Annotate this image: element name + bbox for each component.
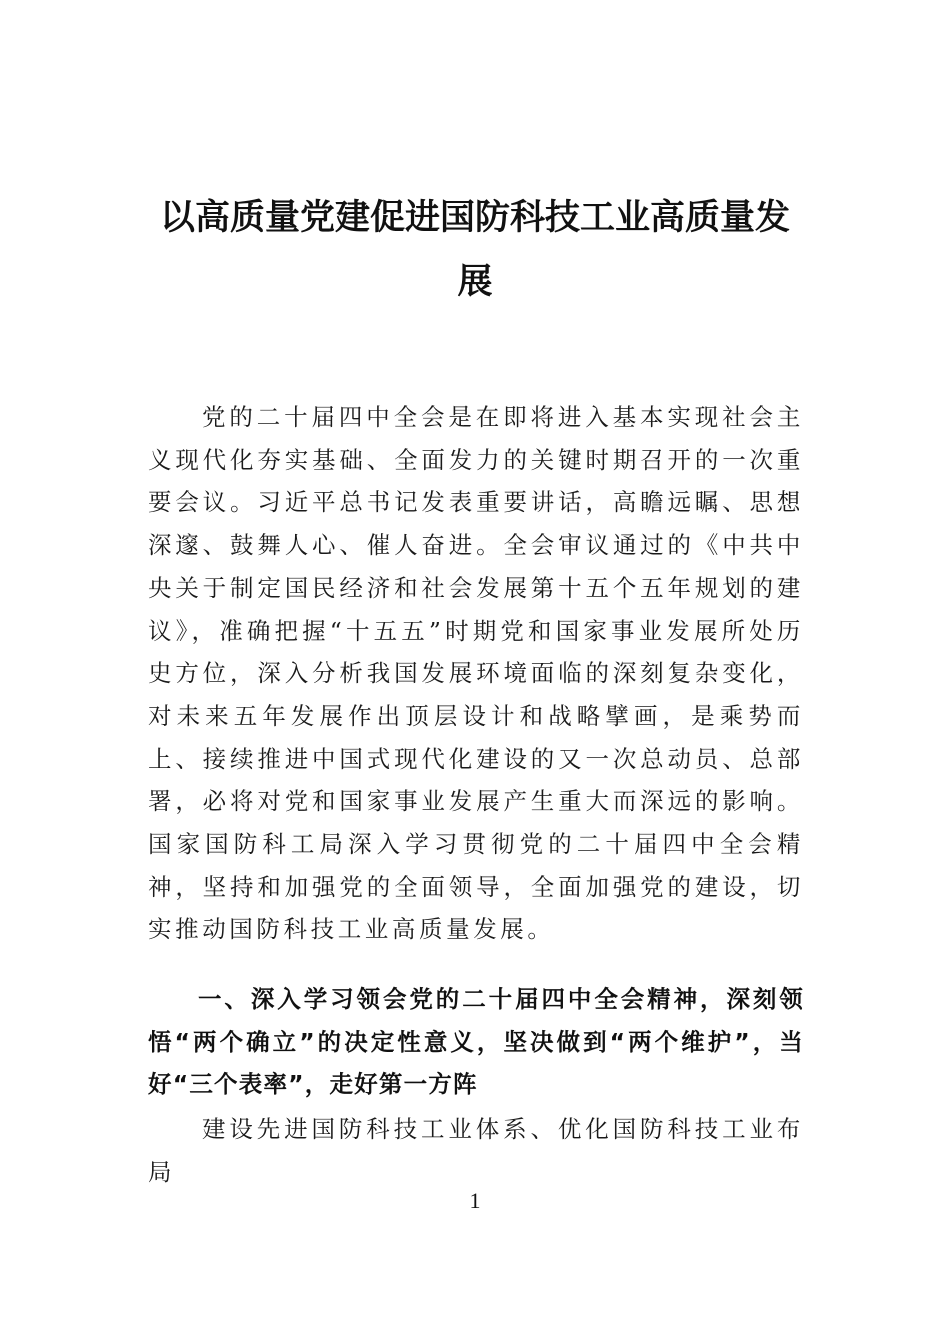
section-heading-1: 一、深入学习领会党的二十届四中全会精神，深刻领悟“两个确立”的决定性意义，坚决做到“两个维护”，当好“三个表率”，走好第一方阵 [148,985,804,1099]
body-paragraph-2: 建设先进国防科技工业体系、优化国防科技工业布局 [148,1115,804,1186]
body-paragraph-1: 党的二十届四中全会是在即将进入基本实现社会主义现代化夯实基础、全面发力的关键时期召开的一次重要会议。习近平总书记发表重要讲话，高瞻远瞩、思想深邃、鼓舞人心、催人奋进。全会审议通过的《中共中央关于制定国民经济和社会发展第十五个五年规划的建议》，准确把握“十五五”时期党和国家事业发展所处历史方位，深入分析我国发展环境面临的深刻复杂变化，对未来五年发展作出顶层设计和战略擘画，是乘势而上、接续推进中国式现代化建设的又一次总动员、总部署，必将对党和国家事业发展产生重大而深远的影响。国家国防科工局深入学习贯彻党的二十届四中全会精神，坚持和加强党的全面领导，全面加强党的建设，切实推动国防科技工业高质量发展。 [148,403,804,944]
page-number: 1 [469,1188,481,1213]
document-title: 以高质量党建促进国防科技工业高质量发展 [159,197,790,302]
